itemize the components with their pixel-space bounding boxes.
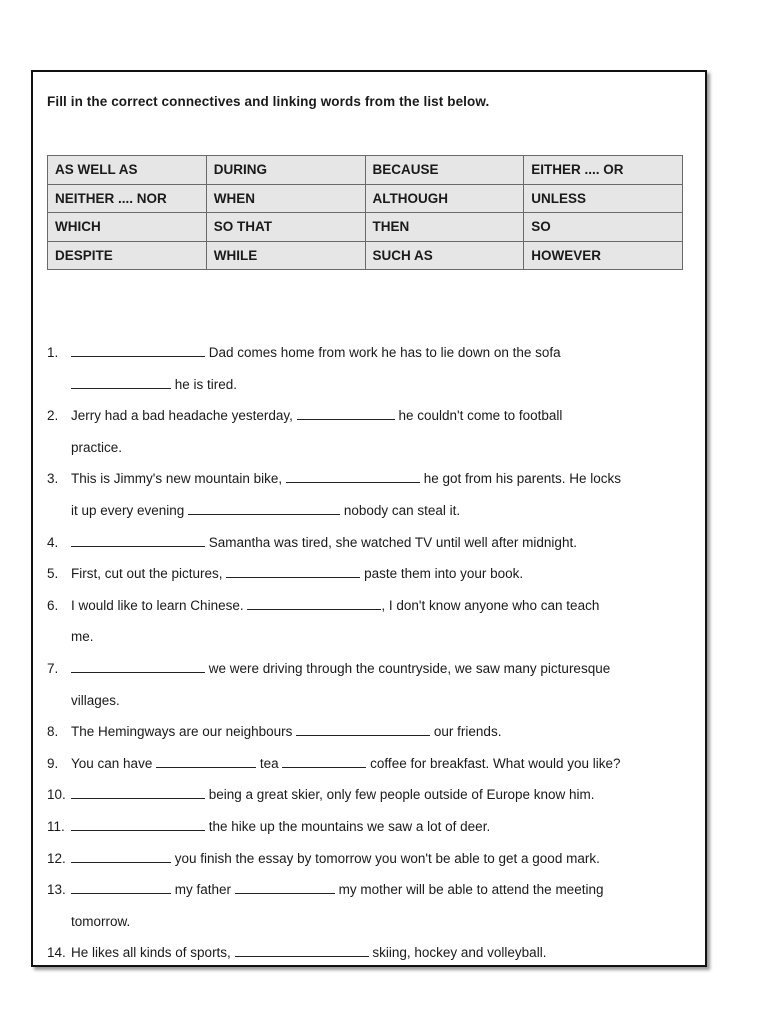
worksheet <box>31 70 707 967</box>
table-cell: SO <box>524 213 683 242</box>
item-number: 14. <box>47 945 66 961</box>
answer-blank[interactable] <box>282 754 366 768</box>
table-cell: WHILE <box>206 241 365 270</box>
item-text: paste them into your book. <box>364 566 524 582</box>
item-text: my mother will be able to attend the meeting <box>338 882 604 898</box>
item-text: He likes all kinds of sports, <box>71 945 231 961</box>
item-text: we were driving through the countryside, we saw many picturesque <box>208 660 611 676</box>
answer-blank[interactable] <box>71 849 171 863</box>
item-number: 9. <box>47 755 59 771</box>
list-item-continuation <box>47 685 692 717</box>
table-cell: NEITHER .... NOR <box>48 184 207 213</box>
table-cell: SO THAT <box>206 213 365 242</box>
answer-blank[interactable] <box>235 880 335 894</box>
table-row <box>48 213 683 242</box>
list-item <box>47 590 692 622</box>
table-row <box>48 241 683 270</box>
table-cell: WHEN <box>206 184 365 213</box>
item-text: villages. <box>71 692 120 708</box>
instructions: Fill in the correct connectives and linking words from the list below. <box>47 94 490 109</box>
list-item <box>47 779 692 811</box>
item-number: 5. <box>47 566 59 582</box>
item-text: You can have <box>71 755 153 771</box>
table-cell: AS WELL AS <box>48 156 207 185</box>
item-text: he got from his parents. He locks <box>423 471 622 487</box>
item-number: 1. <box>47 345 59 360</box>
list-item <box>47 716 692 748</box>
answer-blank[interactable] <box>296 722 430 736</box>
word-list-table <box>47 155 683 270</box>
answer-blank[interactable] <box>156 754 256 768</box>
item-text: Jerry had a bad headache yesterday, <box>71 408 293 424</box>
item-number: 2. <box>47 408 59 424</box>
exercise-list <box>47 337 692 969</box>
table-cell: UNLESS <box>524 184 683 213</box>
table-cell: ALTHOUGH <box>365 184 524 213</box>
table-row <box>48 156 683 185</box>
item-number: 12. <box>47 850 66 866</box>
item-number: 3. <box>47 471 59 487</box>
list-item <box>47 748 692 780</box>
item-text: me. <box>71 629 94 645</box>
item-text: The Hemingways are our neighbours <box>71 724 293 740</box>
answer-blank[interactable] <box>71 375 171 389</box>
item-text: being a great skier, only few people outside of Europe know him. <box>208 787 595 803</box>
item-text: This is Jimmy's new mountain bike, <box>71 471 283 487</box>
item-text: you finish the essay by tomorrow you won't be able to get a good mark. <box>174 850 600 866</box>
answer-blank[interactable] <box>71 880 171 894</box>
item-number: 10. <box>47 787 66 803</box>
list-item <box>47 527 692 559</box>
answer-blank[interactable] <box>247 596 381 610</box>
answer-blank[interactable] <box>71 343 205 357</box>
answer-blank[interactable] <box>297 406 395 420</box>
item-text: tea <box>259 755 279 771</box>
item-text: tomorrow. <box>71 913 131 929</box>
answer-blank[interactable] <box>71 533 205 547</box>
table-cell: DURING <box>206 156 365 185</box>
list-item <box>47 400 692 432</box>
table-cell: DESPITE <box>48 241 207 270</box>
answer-blank[interactable] <box>71 659 205 673</box>
list-item <box>47 874 692 906</box>
item-text: it up every evening <box>71 502 185 518</box>
item-number: 7. <box>47 660 59 676</box>
answer-blank[interactable] <box>71 817 205 831</box>
item-text: he couldn't come to football <box>398 408 563 424</box>
list-item <box>47 843 692 875</box>
item-text: the hike up the mountains we saw a lot of deer. <box>208 818 491 834</box>
list-item <box>47 653 692 685</box>
item-number: 4. <box>47 534 59 550</box>
list-item-continuation <box>47 906 692 938</box>
list-item <box>47 463 692 495</box>
table-cell: THEN <box>365 213 524 242</box>
item-number: 6. <box>47 597 59 613</box>
table-cell: EITHER .... OR <box>524 156 683 185</box>
item-text: Samantha was tired, she watched TV until well after midnight. <box>208 534 577 550</box>
list-item-continuation <box>47 432 692 464</box>
table-cell: WHICH <box>48 213 207 242</box>
list-item <box>47 937 692 969</box>
item-number: 11. <box>47 818 65 834</box>
table-row <box>48 184 683 213</box>
item-text: I would like to learn Chinese. <box>71 597 244 613</box>
item-text: our friends. <box>433 724 502 740</box>
list-item-continuation <box>47 369 692 401</box>
item-text: he is tired. <box>174 376 238 392</box>
list-item-continuation <box>47 495 692 527</box>
answer-blank[interactable] <box>188 501 340 515</box>
answer-blank[interactable] <box>226 564 360 578</box>
list-item <box>47 337 692 369</box>
item-text: , I don't know anyone who can teach <box>381 597 600 613</box>
list-item-continuation <box>47 621 692 653</box>
item-text: skiing, hockey and volleyball. <box>372 945 547 961</box>
answer-blank[interactable] <box>286 469 420 483</box>
item-text: my father <box>174 882 232 898</box>
item-number: 8. <box>47 724 59 740</box>
list-item <box>47 558 692 590</box>
table-cell: SUCH AS <box>365 241 524 270</box>
item-text: practice. <box>71 439 123 455</box>
item-number: 13. <box>47 882 66 898</box>
item-text: First, cut out the pictures, <box>71 566 223 582</box>
item-text: coffee for breakfast. What would you like? <box>370 755 621 771</box>
item-text: nobody can steal it. <box>343 502 461 518</box>
list-item <box>47 811 692 843</box>
table-cell: BECAUSE <box>365 156 524 185</box>
table-cell: HOWEVER <box>524 241 683 270</box>
answer-blank[interactable] <box>71 785 205 799</box>
item-text: Dad comes home from work he has to lie down on the sofa <box>208 345 561 360</box>
answer-blank[interactable] <box>235 943 369 957</box>
